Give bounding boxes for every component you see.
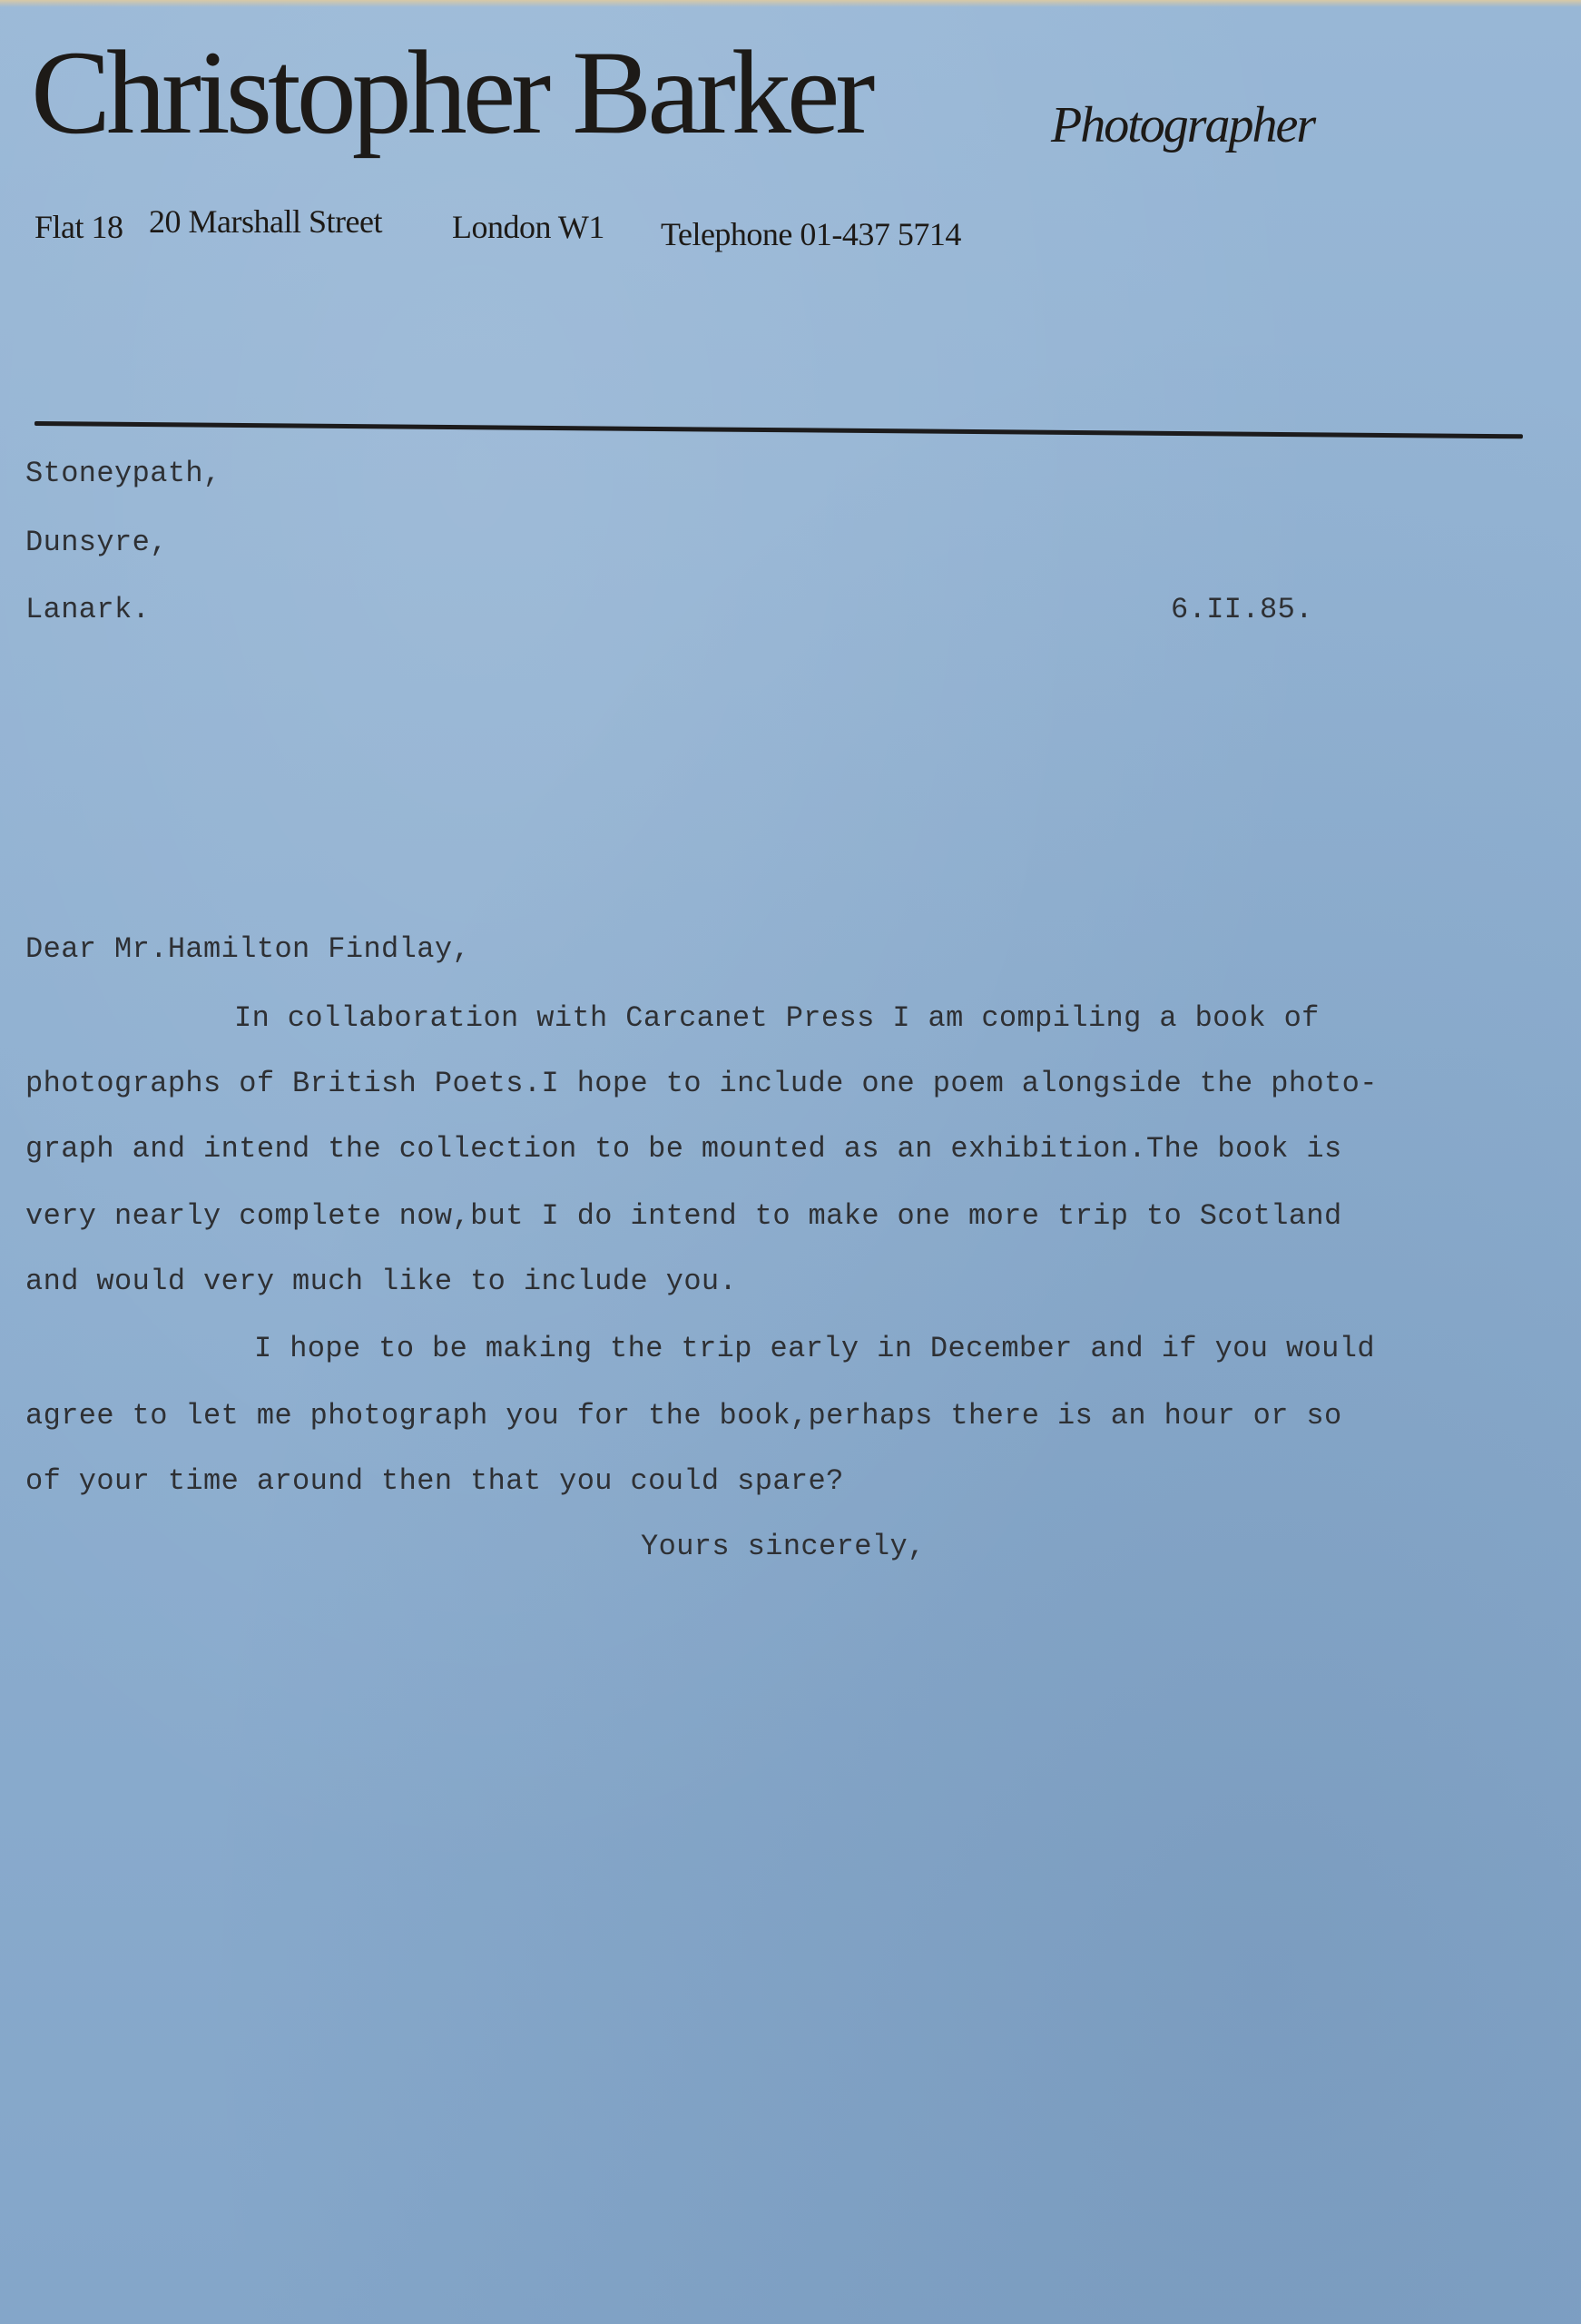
recipient-address-line: Lanark.	[25, 593, 151, 626]
closing: Yours sincerely,	[641, 1530, 926, 1563]
letterhead-profession: Photographer	[1051, 97, 1315, 153]
body-line: and would very much like to include you.	[25, 1265, 738, 1298]
recipient-address-line: Stoneypath,	[25, 457, 221, 490]
letterhead-street: 20 Marshall Street	[149, 203, 382, 240]
body-line: I hope to be making the trip early in December and if you would	[254, 1332, 1375, 1365]
body-line: photographs of British Poets.I hope to include one poem alongside the photo-	[25, 1067, 1378, 1100]
letterhead-telephone: Telephone 01-437 5714	[661, 216, 961, 252]
body-line: agree to let me photograph you for the book,perhaps there is an hour or so	[25, 1399, 1342, 1433]
letterhead-city: London W1	[452, 209, 604, 245]
paper-edge	[0, 0, 1581, 7]
body-line: very nearly complete now,but I do intend to make one more trip to Scotland	[25, 1199, 1342, 1233]
recipient-address-line: Dunsyre,	[25, 526, 168, 559]
letterhead-rule	[34, 421, 1523, 438]
letter-date: 6.II.85.	[1171, 593, 1313, 626]
body-line: In collaboration with Carcanet Press I am compiling a book of	[234, 1001, 1320, 1035]
letterhead-name: Christopher Barker	[31, 25, 871, 159]
body-line: graph and intend the collection to be mounted as an exhibition.The book is	[25, 1132, 1342, 1166]
salutation: Dear Mr.Hamilton Findlay,	[25, 932, 471, 966]
body-line: of your time around then that you could spare?	[25, 1464, 844, 1498]
letterhead-flat: Flat 18	[34, 209, 123, 245]
